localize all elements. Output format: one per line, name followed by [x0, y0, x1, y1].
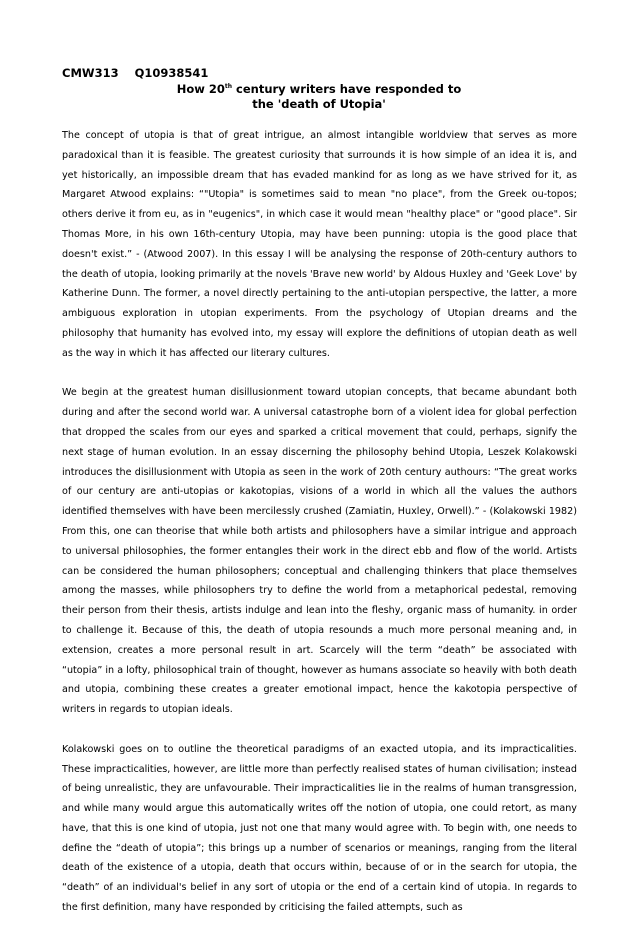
course-code: CMW313: [62, 66, 119, 80]
title-line-1: [0, 82, 638, 97]
title-line-2: the 'death of Utopia': [252, 97, 386, 111]
paragraph: The concept of utopia is that of great intrigue, an almost intangible worldview that serves as more paradoxical than it is feasible. The greatest curiosity that surrounds it is how simple of an idea it is, and yet historically, an impossible dream that has evaded mankind for as long as we have strived for it, as Margaret Atwood explains: “"Utopia" is sometimes said to mean "no place", from the Greek ou-topos; others derive it from eu, as in "eugenics", in which case it would mean "healthy place" or "good place". Sir Thomas More, in his own 16th-century Utopia, may have been punning: utopia is the good place that doesn't exist.” - (Atwood 2007). In this essay I will be analysing the response of 20th-century authors to the death of utopia, looking primarily at the novels 'Brave new world' by Aldous Huxley and 'Geek Love' by Katherine Dunn. The former, a novel directly pertaining to the anti-utopian perspective, the latter, a more ambiguous exploration in utopian experiments. From the psychology of Utopian dreams and the philosophy that humanity has evolved into, my essay will explore the definitions of utopian death as well as the way in which it has affected our literary cultures.: [62, 130, 577, 359]
student-id: Q10938541: [134, 66, 209, 80]
essay-body: [62, 126, 577, 938]
title-superscript: th: [224, 83, 233, 91]
document-header: [62, 66, 208, 80]
title-line-1-start: How 20: [176, 82, 225, 96]
paragraph: Kolakowski goes on to outline the theoretical paradigms of an exacted utopia, and its impracticalities. These impracticalities, however, are little more than perfectly realised states of human civilisation; instead of being unrealistic, they are unfavourable. Their impracticalities lie in the realms of human transgression, and while many would argue this automatically writes off the notion of utopia, one could retort, as many have, that this is one kind of utopia, just not one that many would agree with. To begin with, one needs to define the “death of utopia”; this brings up a number of scenarios or meanings, ranging from the literal death of the existence of a utopia, death that occurs within, because of or in the search for utopia, the “death” of an individual's belief in any sort of utopia or the end of a certain kind of utopia. In regards to the first definition, many have responded by criticising the failed attempts, such as: [62, 743, 577, 914]
title-line-1-end: century writers have responded to: [232, 82, 462, 96]
paragraph: We begin at the greatest human disillusionment toward utopian concepts, that became abundant both during and after the second world war. A universal catastrophe born of a violent idea for global perfection that dropped the scales from our eyes and sparked a critical movement that could, perhaps, signify the next stage of human evolution. In an essay discerning the philosophy behind Utopia, Leszek Kolakowski introduces the disillusionment with Utopia as seen in the work of 20th century authours: “The great works of our century are anti-utopias or kakotopias, visions of a world in which all the values the authors identified themselves with have been mercilessly crushed (Zamiatin, Huxley, Orwell).” - (Kolakowski 1982) From this, one can theorise that while both artists and philosophers have a similar intrigue and approach to universal philosophies, the former entangles their work in the direct ebb and flow of the world. Artists can be considered the human philosophers; conceptual and challenging thinkers that place themselves among the masses, while philosophers try to define the world from a metaphorical pedestal, removing their person from their thesis, artists indulge and lean into the fleshy, organic mass of humanity. in order to challenge it. Because of this, the death of utopia resounds a much more personal meaning and, in extension, creates a more personal result in art. Scarcely will the term “death” be associated with “utopia” in a lofty, philosophical train of thought, however as humans associate so heavily with both death and utopia, combining these creates a greater emotional impact, hence the kakotopia perspective of writers in regards to utopian ideals.: [62, 387, 577, 716]
essay-title: [0, 82, 638, 112]
